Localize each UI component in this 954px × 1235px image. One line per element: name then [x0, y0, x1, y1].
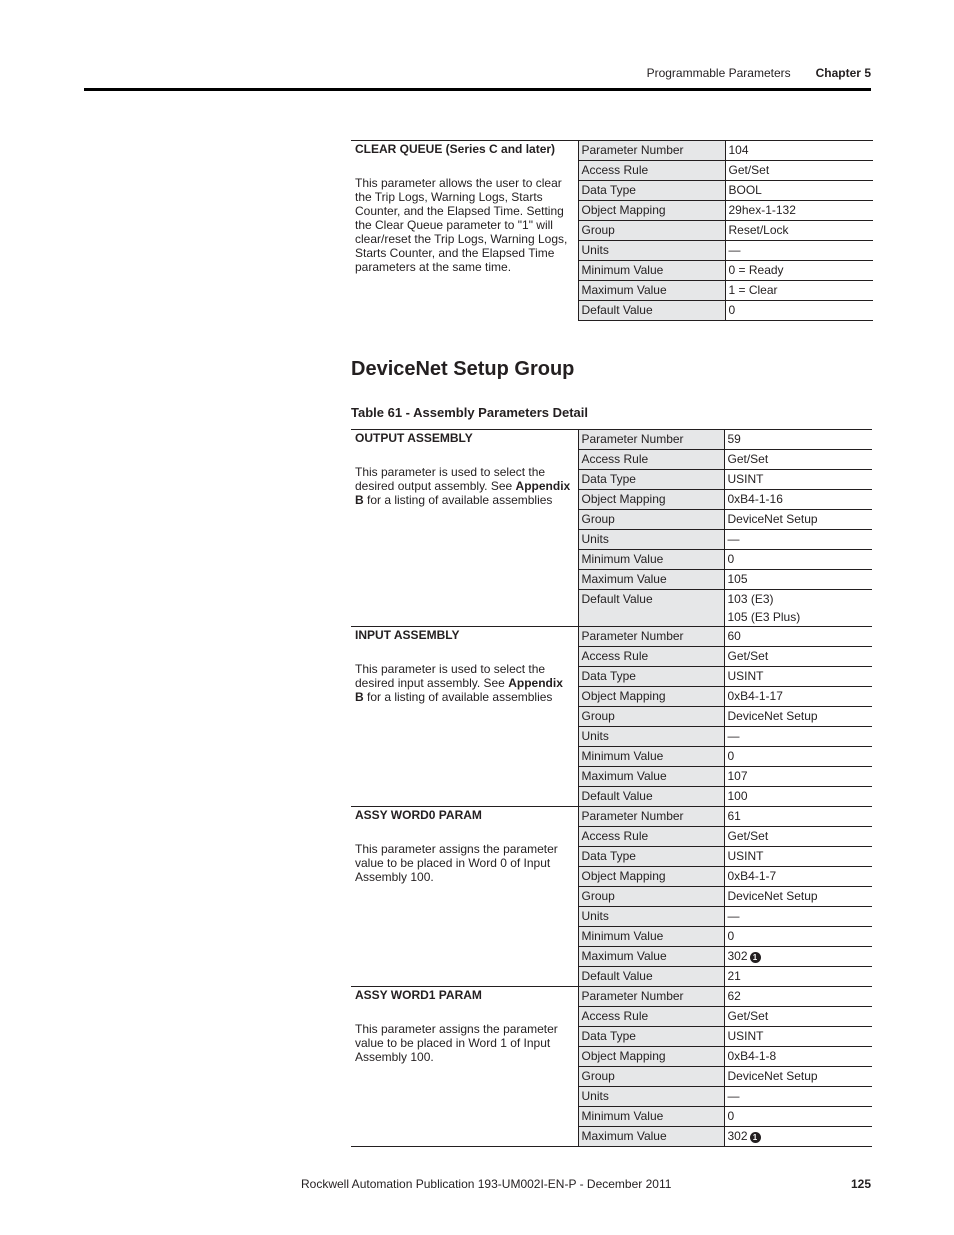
parameter-description: This parameter assigns the parameter value to be placed in Word 0 of Input Assembly 100. [355, 842, 558, 884]
attribute-value: 0xB4-1-8 [724, 1047, 872, 1067]
attribute-label: Minimum Value [578, 1107, 724, 1127]
attribute-value: Get/Set [724, 450, 872, 470]
parameter-description [355, 465, 575, 507]
attribute-value: — [724, 1087, 872, 1107]
attribute-label: Maximum Value [578, 281, 725, 301]
attribute-value: 0xB4-1-16 [724, 490, 872, 510]
attribute-value: Get/Set [724, 827, 872, 847]
parameter-description-cell [351, 627, 578, 807]
attribute-label: Group [578, 221, 725, 241]
attribute-value: 0 [724, 927, 872, 947]
attribute-label: Data Type [578, 1027, 724, 1047]
default-value-e3-plus: 105 (E3 Plus) [727, 610, 801, 624]
attribute-label: Minimum Value [578, 747, 724, 767]
attribute-label: Maximum Value [578, 1127, 724, 1147]
parameter-description-cell [351, 807, 578, 987]
attribute-label: Data Type [578, 470, 724, 490]
attribute-value: 0 = Ready [725, 261, 873, 281]
table-caption: Table 61 - Assembly Parameters Detail [351, 405, 589, 420]
attribute-label: Parameter Number [578, 430, 724, 450]
section-title: DeviceNet Setup Group [351, 358, 575, 380]
table-row [351, 141, 873, 161]
attribute-label: Units [578, 530, 724, 550]
header-chapter: Chapter 5 [815, 66, 871, 80]
attribute-value: 21 [724, 967, 872, 987]
maximum-value: 302 [727, 1129, 748, 1143]
clear-queue-table [351, 140, 873, 321]
attribute-value: 104 [725, 141, 873, 161]
header-section: Programmable Parameters [646, 66, 791, 80]
parameter-description-cell [351, 987, 578, 1147]
attribute-label: Object Mapping [578, 490, 724, 510]
attribute-value: 59 [724, 430, 872, 450]
attribute-value: DeviceNet Setup [724, 1067, 872, 1087]
attribute-label: Access Rule [578, 1007, 724, 1027]
parameter-description-cell [351, 430, 578, 627]
description-text: This parameter is used to select the desired output assembly. See [355, 465, 546, 493]
header-rule [84, 88, 871, 91]
table-row [351, 987, 872, 1007]
attribute-value: — [725, 241, 873, 261]
parameter-description: This parameter assigns the parameter value to be placed in Word 1 of Input Assembly 100. [355, 1022, 558, 1064]
appendix-link[interactable]: Appendix B [355, 676, 563, 704]
attribute-label: Object Mapping [578, 867, 724, 887]
attribute-label: Data Type [578, 181, 725, 201]
attribute-label: Object Mapping [578, 1047, 724, 1067]
attribute-value: USINT [724, 470, 872, 490]
attribute-label: Access Rule [578, 161, 725, 181]
attribute-value: 60 [724, 627, 872, 647]
attribute-label: Parameter Number [578, 987, 724, 1007]
attribute-label: Object Mapping [578, 201, 725, 221]
attribute-value: 100 [724, 787, 872, 807]
attribute-label: Access Rule [578, 827, 724, 847]
table-row [351, 430, 872, 450]
attribute-label: Data Type [578, 847, 724, 867]
attribute-value: — [724, 530, 872, 550]
attribute-value: 0 [724, 747, 872, 767]
attribute-label: Access Rule [578, 647, 724, 667]
attribute-value: — [724, 907, 872, 927]
parameter-name: ASSY WORD0 PARAM [355, 808, 482, 822]
attribute-value: 0xB4-1-7 [724, 867, 872, 887]
attribute-label: Minimum Value [578, 927, 724, 947]
description-text: for a listing of available assemblies [363, 493, 553, 507]
attribute-label: Object Mapping [578, 687, 724, 707]
attribute-value: Reset/Lock [725, 221, 873, 241]
table-row [351, 627, 872, 647]
attribute-label: Group [578, 887, 724, 907]
attribute-value: 62 [724, 987, 872, 1007]
parameter-name: ASSY WORD1 PARAM [355, 988, 482, 1002]
attribute-label: Default Value [578, 301, 725, 321]
attribute-value: 61 [724, 807, 872, 827]
attribute-value: USINT [724, 667, 872, 687]
parameter-description-cell [351, 141, 578, 321]
attribute-label: Minimum Value [578, 550, 724, 570]
page-number: 125 [850, 1177, 871, 1191]
attribute-label: Access Rule [578, 450, 724, 470]
maximum-value: 302 [727, 949, 748, 963]
attribute-label: Default Value [578, 967, 724, 987]
attribute-value: DeviceNet Setup [724, 887, 872, 907]
attribute-value: Get/Set [724, 1007, 872, 1027]
attribute-label: Minimum Value [578, 261, 725, 281]
attribute-value [724, 947, 872, 967]
attribute-value: USINT [724, 847, 872, 867]
attribute-label: Default Value [578, 787, 724, 807]
attribute-label: Group [578, 510, 724, 530]
attribute-value: USINT [724, 1027, 872, 1047]
attribute-label: Units [578, 907, 724, 927]
attribute-label: Group [578, 707, 724, 727]
appendix-link[interactable]: Appendix B [355, 479, 571, 507]
attribute-label: Data Type [578, 667, 724, 687]
attribute-value: BOOL [725, 181, 873, 201]
attribute-value [724, 1127, 872, 1147]
attribute-label: Parameter Number [578, 627, 724, 647]
parameter-name: CLEAR QUEUE (Series C and later) [355, 142, 556, 156]
attribute-value: 0 [725, 301, 873, 321]
assembly-parameters-table [351, 429, 872, 1147]
running-header [647, 66, 871, 80]
attribute-label: Maximum Value [578, 947, 724, 967]
attribute-label: Maximum Value [578, 767, 724, 787]
attribute-value: 0 [724, 1107, 872, 1127]
attribute-value: 1 = Clear [725, 281, 873, 301]
attribute-value: DeviceNet Setup [724, 510, 872, 530]
attribute-value: 107 [724, 767, 872, 787]
attribute-value: 29hex-1-132 [725, 201, 873, 221]
attribute-label: Group [578, 1067, 724, 1087]
attribute-label: Parameter Number [578, 141, 725, 161]
attribute-value: — [724, 727, 872, 747]
attribute-label: Units [578, 1087, 724, 1107]
attribute-value: DeviceNet Setup [724, 707, 872, 727]
attribute-label: Units [578, 241, 725, 261]
footnote-1-icon: 1 [750, 952, 761, 963]
parameter-name: INPUT ASSEMBLY [355, 628, 460, 642]
attribute-label: Parameter Number [578, 807, 724, 827]
attribute-label: Default Value [578, 590, 724, 627]
attribute-value: 0 [724, 550, 872, 570]
footer-publication: Rockwell Automation Publication 193-UM002I-EN-P - December 2011 [301, 1177, 672, 1191]
attribute-label: Units [578, 727, 724, 747]
parameter-description: This parameter allows the user to clear the Trip Logs, Warning Logs, Starts Counter, and the Elapsed Time. Setting the Clear Queue parameter to "1" will clear/reset the Trip Logs, Warning Logs, Starts Counter, and the Elapsed Time parameters at the same time. [355, 176, 568, 274]
parameter-name: OUTPUT ASSEMBLY [355, 431, 473, 445]
table-row [351, 807, 872, 827]
attribute-label: Maximum Value [578, 570, 724, 590]
description-text: This parameter is used to select the desired input assembly. See [355, 662, 546, 690]
attribute-value: Get/Set [724, 647, 872, 667]
parameter-description [355, 662, 575, 704]
attribute-value: Get/Set [725, 161, 873, 181]
default-value-e3: 103 (E3) [727, 592, 774, 606]
attribute-value [724, 590, 872, 627]
description-text: for a listing of available assemblies [363, 690, 553, 704]
footnote-1-icon: 1 [750, 1132, 761, 1143]
attribute-value: 105 [724, 570, 872, 590]
attribute-value: 0xB4-1-17 [724, 687, 872, 707]
